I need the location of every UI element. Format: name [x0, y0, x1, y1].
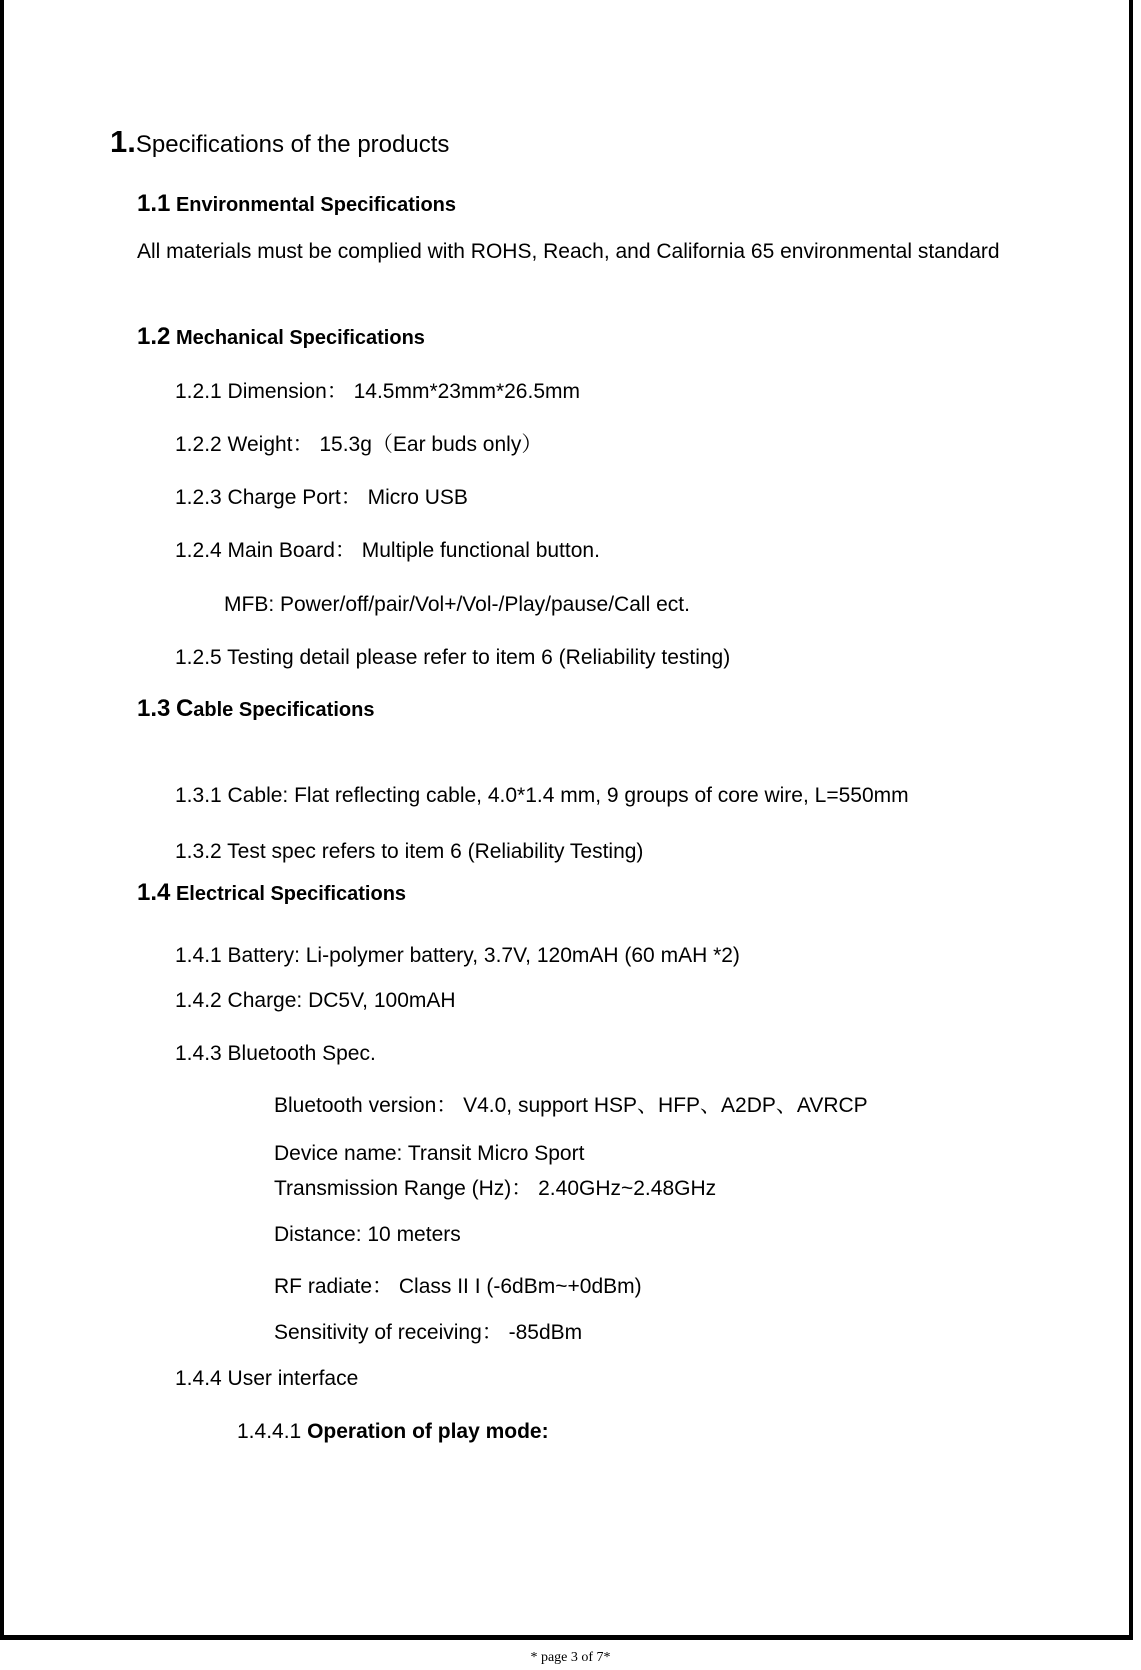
bt-sensitivity: Sensitivity of receiving： -85dBm: [274, 1321, 583, 1344]
mech-item-main-board: 1.2.4 Main Board： Multiple functional button.: [175, 539, 600, 562]
elec-item-bluetooth: 1.4.3 Bluetooth Spec.: [175, 1042, 376, 1065]
env-heading: [137, 191, 456, 218]
play-mode-title: Operation of play mode:: [307, 1420, 549, 1443]
elec-item-user-interface: 1.4.4 User interface: [175, 1367, 359, 1390]
mech-item-charge-port: 1.2.3 Charge Port： Micro USB: [175, 486, 468, 509]
play-mode-heading: [237, 1419, 549, 1445]
mech-title: Mechanical Specifications: [175, 327, 425, 349]
section-heading: [110, 126, 449, 161]
bt-distance: Distance: 10 meters: [274, 1223, 461, 1246]
mech-heading: [137, 324, 425, 351]
mech-item-mfb: MFB: Power/off/pair/Vol+/Vol-/Play/pause/Call ect.: [224, 593, 690, 616]
bt-device-name: Device name: Transit Micro Sport: [274, 1142, 585, 1165]
cable-title-rest: able Specifications: [193, 699, 375, 721]
section-title: Specifications of the products: [135, 131, 450, 158]
cable-title-initial: C: [175, 695, 194, 722]
elec-item-battery: 1.4.1 Battery: Li-polymer battery, 3.7V, 120mAH (60 mAH *2): [175, 944, 740, 967]
env-text: All materials must be complied with ROHS, Reach, and California 65 environmental standard: [137, 240, 1000, 263]
cable-item-test-spec: 1.3.2 Test spec refers to item 6 (Reliability Testing): [175, 840, 644, 863]
elec-heading: [137, 880, 406, 907]
bt-version: Bluetooth version： V4.0, support HSP、HFP、A2DP、AVRCP: [274, 1094, 868, 1117]
env-title: Environmental Specifications: [175, 194, 457, 216]
elec-item-charge: 1.4.2 Charge: DC5V, 100mAH: [175, 989, 456, 1012]
elec-title: Electrical Specifications: [175, 883, 407, 905]
mech-item-testing: 1.2.5 Testing detail please refer to item 6 (Reliability testing): [175, 646, 731, 669]
mech-item-weight: 1.2.2 Weight： 15.3g（Ear buds only）: [175, 433, 543, 456]
mech-number: 1.2: [137, 323, 171, 350]
cable-item-cable: 1.3.1 Cable: Flat reflecting cable, 4.0*1.4 mm, 9 groups of core wire, L=550mm: [175, 784, 909, 807]
bt-range: Transmission Range (Hz)： 2.40GHz~2.48GHz: [274, 1177, 717, 1200]
cable-number: 1.3: [137, 695, 171, 722]
mech-item-dimension: 1.2.1 Dimension： 14.5mm*23mm*26.5mm: [175, 380, 580, 403]
env-number: 1.1: [137, 190, 171, 217]
elec-number: 1.4: [137, 879, 171, 906]
cable-heading: [137, 696, 374, 723]
page-footer: * page 3 of 7*: [530, 1650, 611, 1665]
bt-rf-radiate: RF radiate： Class II I (-6dBm~+0dBm): [274, 1275, 642, 1298]
section-number: 1.: [110, 124, 136, 159]
play-mode-number: 1.4.4.1: [237, 1420, 302, 1443]
